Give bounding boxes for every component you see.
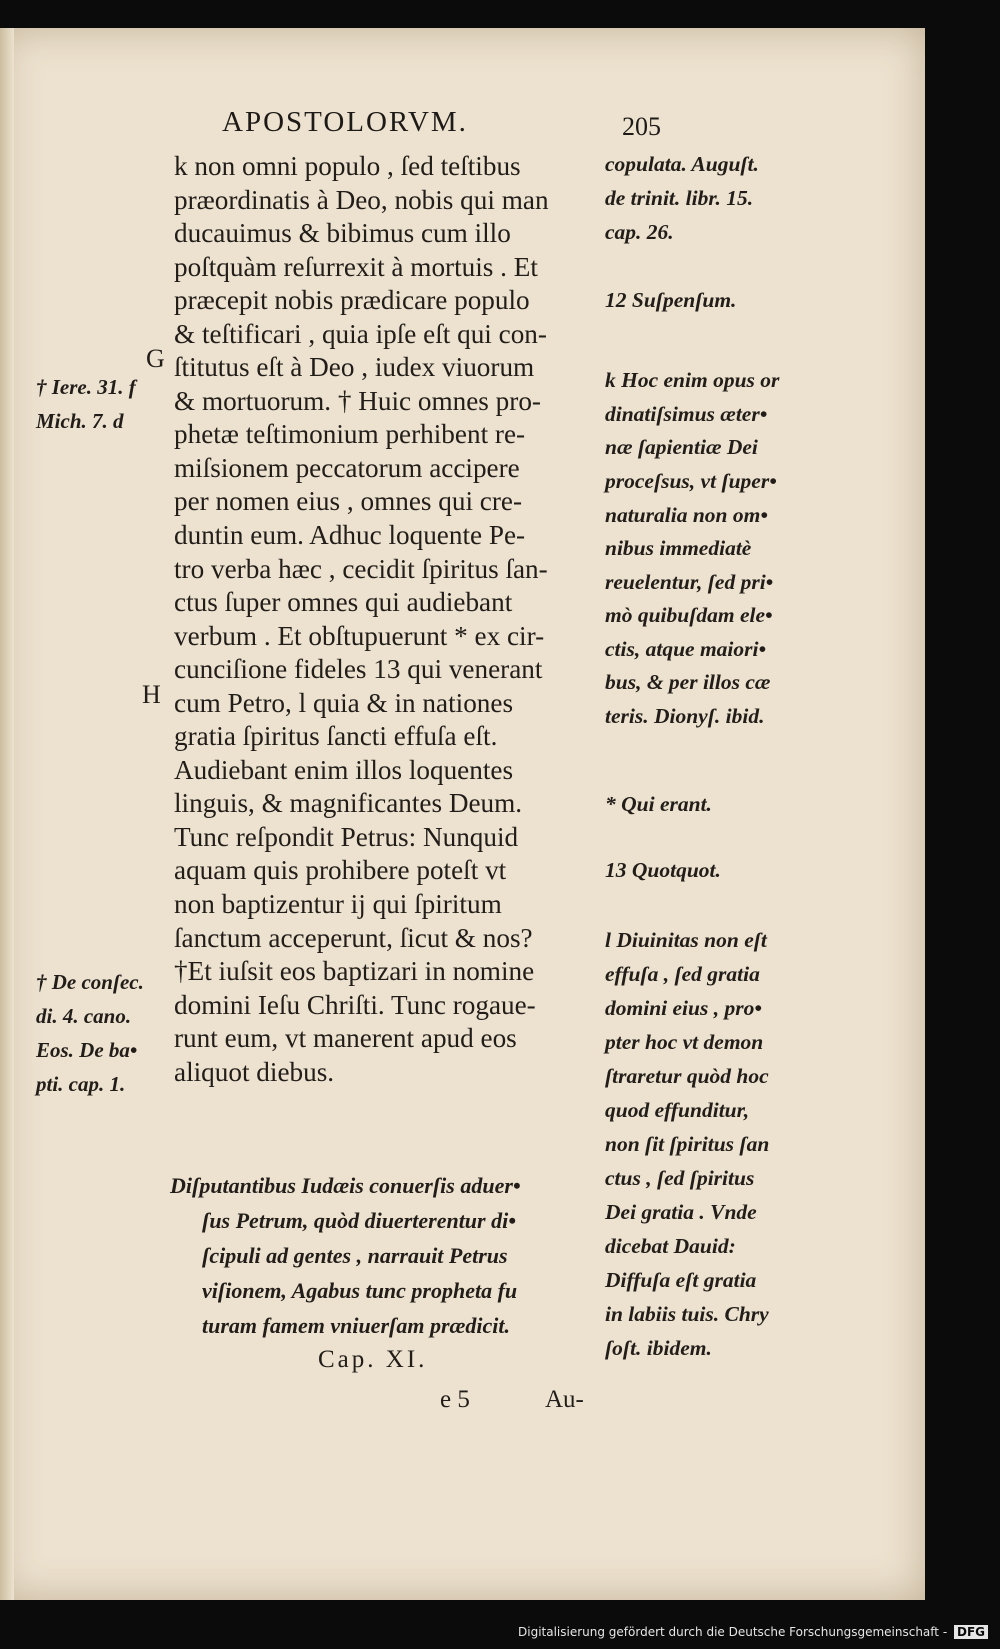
signature-mark: e 5 [440,1386,470,1413]
main-text-line: duntin eum. Adhuc loquente Pe- [174,520,526,551]
main-text-line: runt eum, vt manerent apud eos [174,1023,517,1054]
summary-line: viſionem, Agabus tunc propheta fu [202,1278,518,1303]
main-text-line: tro verba hæc , cecidit ſpiritus ſan- [174,553,548,584]
gloss-line: ſtraretur quòd hoc [605,1064,769,1088]
gloss-line: naturalia non om• [605,503,768,527]
gloss-line: non ſit ſpiritus ſan [605,1132,770,1156]
main-text-line: cum Petro, l quia & in nationes [174,687,514,718]
main-text-line: præcepit nobis prædicare populo [174,285,530,316]
gloss-line: nibus immediatè [605,536,752,560]
gloss-line: mò quibuſdam ele• [605,603,773,627]
gloss-line: reuelentur, ſed pri• [605,570,774,594]
gloss-line: 13 Quotquot. [605,858,721,882]
gloss-line: dicebat Dauid: [605,1234,736,1258]
main-text-line: domini Ieſu Chriſti. Tunc rogaue- [174,989,536,1020]
main-text-line: cunciſione fideles 13 qui venerant [174,654,543,685]
gloss-line: pter hoc vt demon [605,1030,764,1054]
main-text-line: linguis, & magnificantes Deum. [174,788,523,819]
page-number: 205 [622,112,661,141]
main-text-line: & teſtificari , quia ipſe eſt qui con- [174,318,547,349]
gloss-line: 12 Suſpenſum. [605,288,737,312]
gloss-line: domini eius , pro• [605,996,762,1020]
main-text-line: aliquot diebus. [174,1056,335,1087]
main-text-line: verbum . Et obſtupuerunt * ex cir- [174,620,545,651]
main-text-line: Audiebant enim illos loquentes [174,754,514,785]
gloss-line: copulata. Auguſt. [605,152,759,176]
dfg-logo: DFG [954,1625,988,1639]
main-text-line: ſtitutus eſt à Deo , iudex viuorum [174,352,535,383]
main-text-line: præordinatis à Deo, nobis qui man [174,184,549,215]
main-text-line: Tunc reſpondit Petrus: Nunquid [174,821,519,852]
gloss-line: ſoſt. ibidem. [605,1336,712,1360]
main-text-line: phetæ teſtimonium perhibent re- [174,419,526,450]
summary-line: ſcipuli ad gentes , narrauit Petrus [202,1243,508,1268]
main-text-line: ducauimus & bibimus cum illo [174,218,511,249]
main-text-line: gratia ſpiritus ſancti effuſa eſt. [174,721,498,752]
summary-line: ſus Petrum, quòd diuerterentur di• [202,1208,516,1233]
gloss-line: effuſa , ſed gratia [605,962,760,986]
main-text-line: poſtquàm reſurrexit à mortuis . Et [174,251,538,282]
gloss-line: Diffuſa eſt gratia [605,1268,757,1292]
left-margin-note: † De conſec. [36,970,144,994]
gloss-line: næ ſapientiæ Dei [605,435,758,459]
footer-credit [518,1625,988,1639]
footer-text: Digitalisierung gefördert durch die Deutsche Forschungsgemeinschaft - [518,1625,948,1639]
book-page [0,28,925,1600]
catchword: Au- [545,1386,584,1413]
main-text-line: miſsionem peccatorum accipere [174,452,520,483]
gloss-line: k Hoc enim opus or [605,368,780,392]
gloss-line: l Diuinitas non eſt [605,928,767,952]
left-margin-note: pti. cap. 1. [36,1072,126,1096]
gloss-line: proceſsus, vt ſuper• [605,469,777,493]
left-margin-note: Mich. 7. d [36,409,124,433]
left-margin-note: † Iere. 31. f [36,375,136,399]
section-letter: H [142,680,161,709]
main-text-line: ctus ſuper omnes qui audiebant [174,587,513,618]
chapter-heading: Cap. XI. [318,1346,428,1373]
left-margin-note: Eos. De ba• [36,1038,138,1062]
gloss-line: de trinit. libr. 15. [605,186,754,210]
gloss-line: * Qui erant. [605,792,712,816]
gloss-line: cap. 26. [605,220,674,244]
gloss-line: quod effunditur, [605,1098,750,1122]
page-spine-shadow [0,28,14,1600]
gloss-line: bus, & per illos cæ [605,670,771,694]
main-text-line: per nomen eius , omnes qui cre- [174,486,523,517]
main-text-line: non baptizentur ij qui ſpiritum [174,889,502,920]
main-text-column [174,150,594,1089]
gloss-line: ctis, atque maiori• [605,637,767,661]
main-text-line: k non omni populo , ſed teſtibus [174,151,521,181]
main-text-line: aquam quis prohibere poteſt vt [174,855,507,886]
summary-line: turam famem vniuerſam prædicit. [202,1313,510,1338]
gloss-line: dinatiſsimus æter• [605,402,768,426]
summary-line: Diſputantibus Iudæis conuerſis aduer• [170,1173,521,1198]
gloss-line: teris. Dionyſ. ibid. [605,704,765,728]
gloss-line: in labiis tuis. Chry [605,1302,769,1326]
main-text-line: ſanctum acceperunt, ſicut & nos? [174,922,533,953]
main-text-line: & mortuorum. † Huic omnes pro- [174,385,541,416]
running-head: APOSTOLORVM. [222,106,468,138]
gloss-line: ctus , ſed ſpiritus [605,1166,755,1190]
chapter-summary [170,1168,610,1343]
main-text-line: †Et iuſsit eos baptizari in nomine [174,956,535,987]
left-margin-note: di. 4. cano. [36,1004,132,1028]
gloss-line: Dei gratia . Vnde [605,1200,757,1224]
section-letter: G [146,344,165,373]
